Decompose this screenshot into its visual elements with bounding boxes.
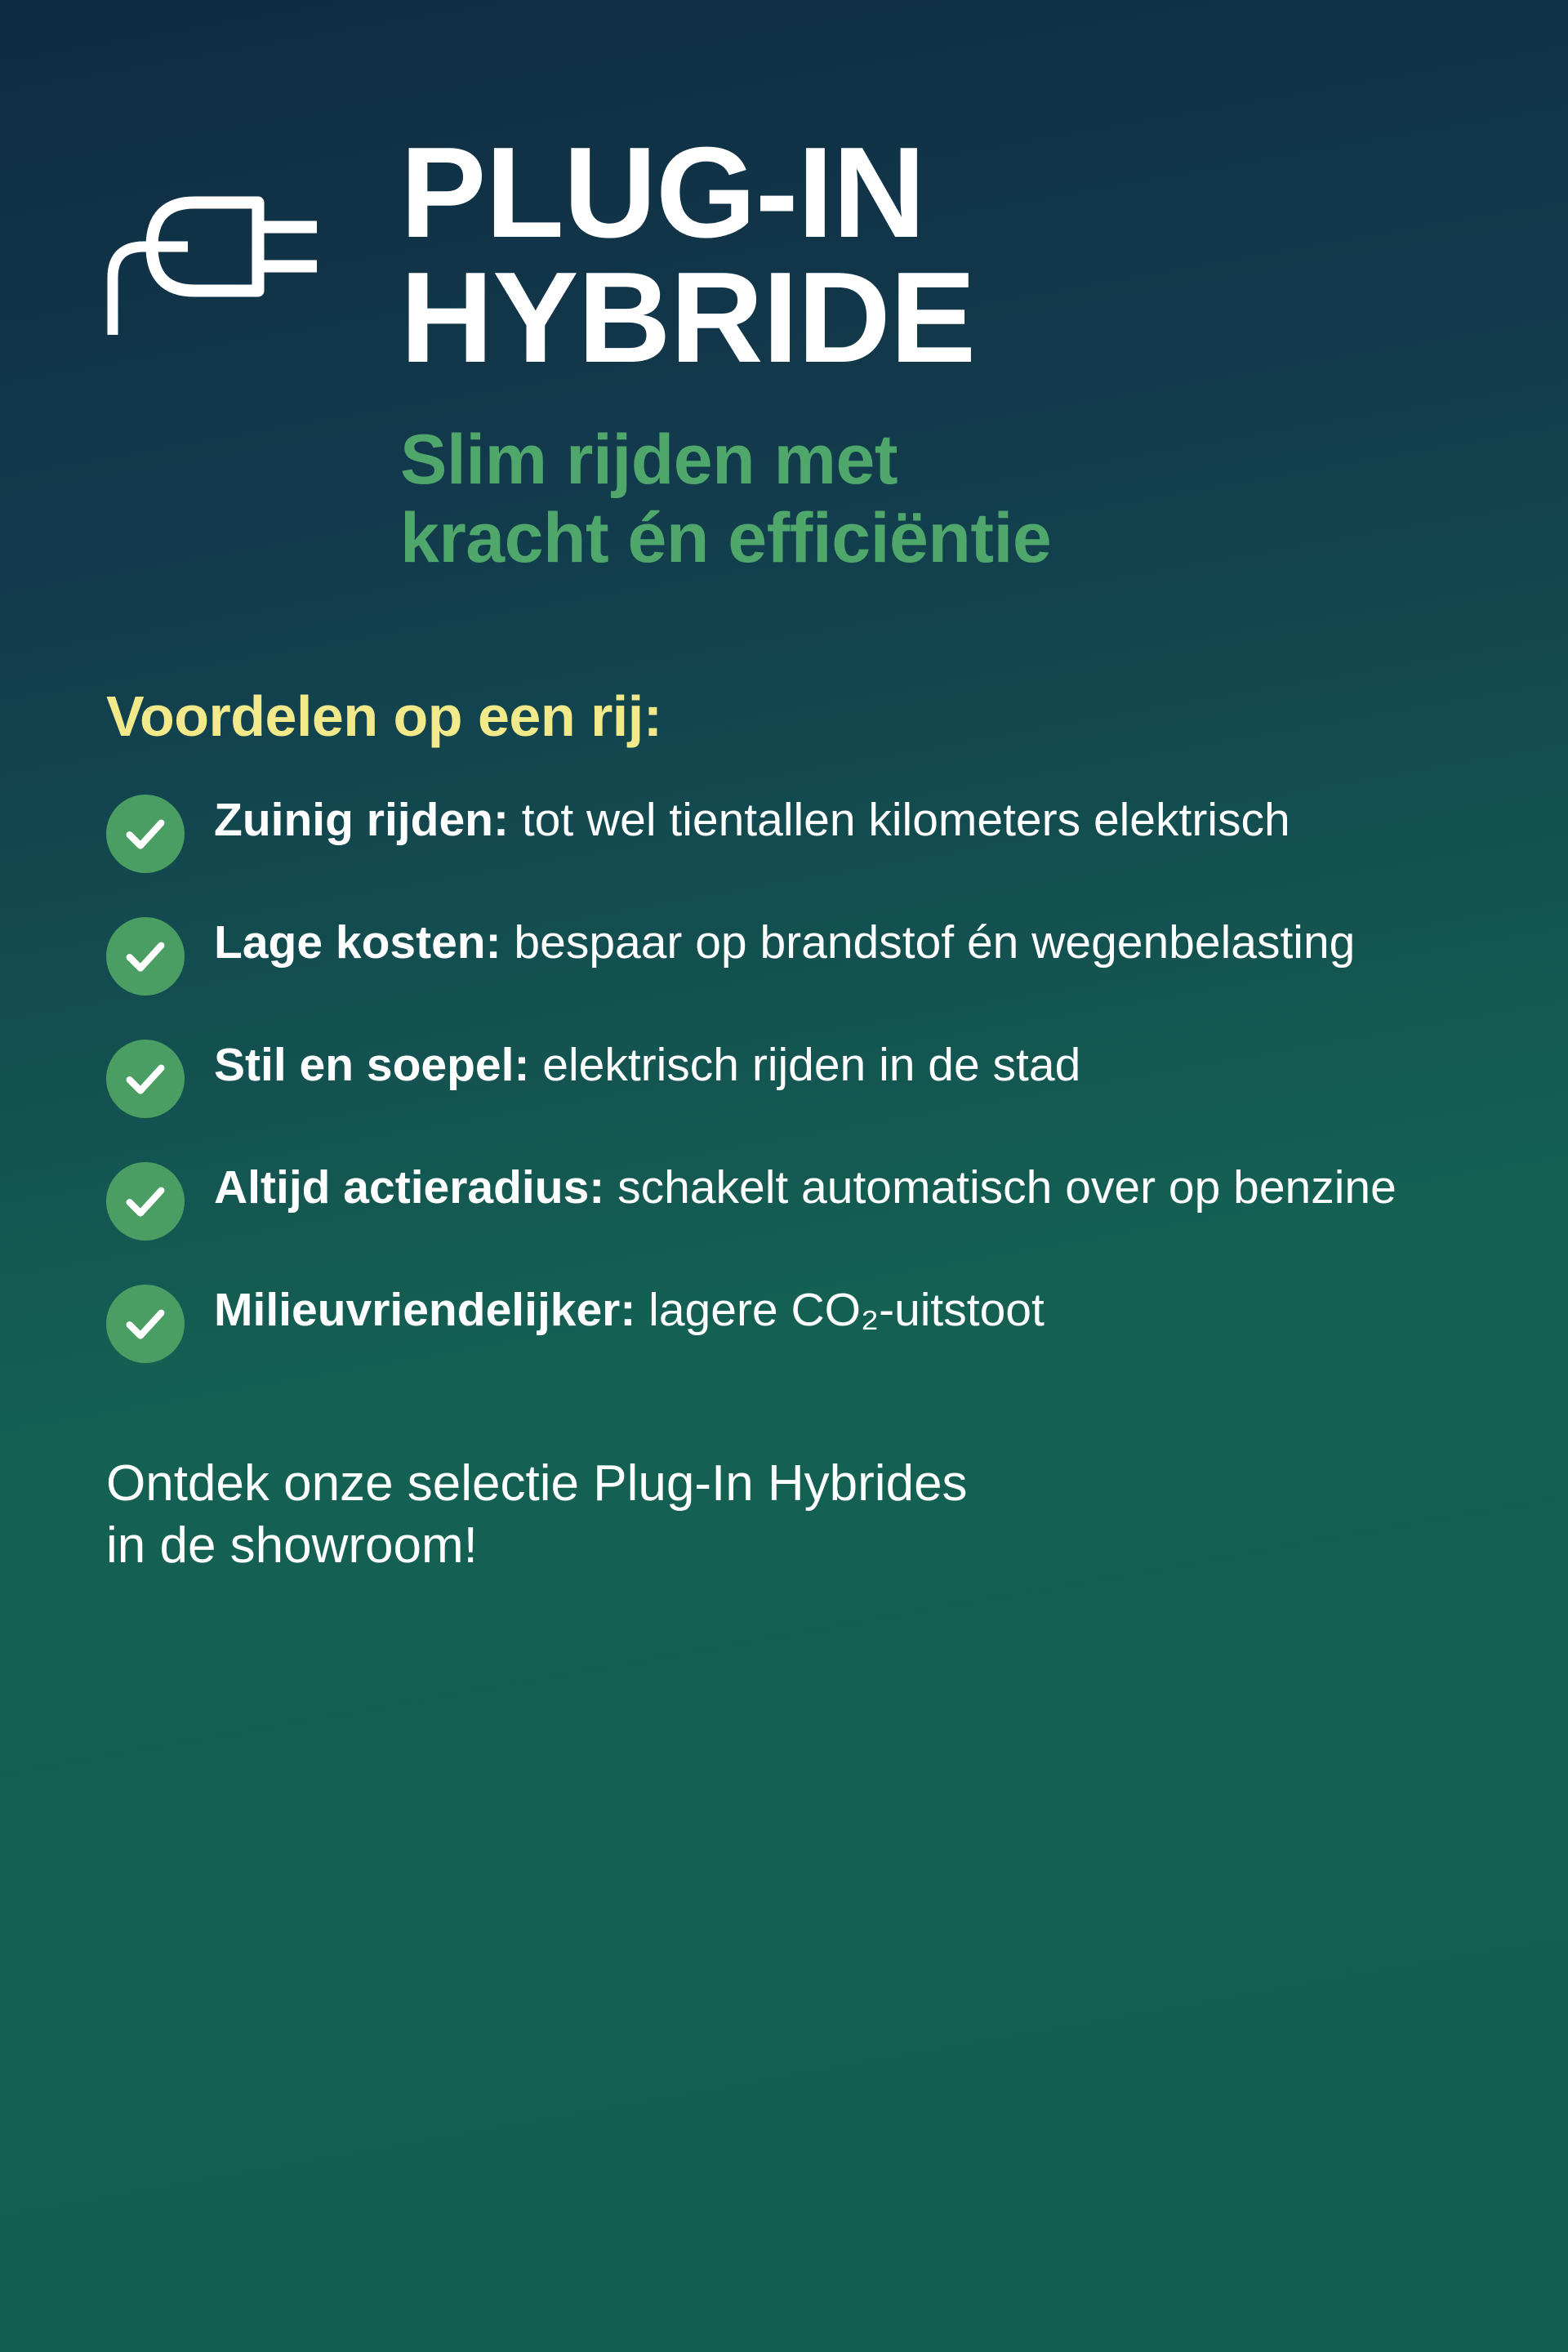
benefit-text	[214, 912, 1355, 970]
benefit-text	[214, 1035, 1080, 1093]
benefit-lead: Zuinig rijden:	[214, 794, 509, 847]
page-title	[400, 121, 1470, 390]
poster-header	[98, 122, 1470, 577]
benefit-lead: Stil en soepel:	[214, 1039, 530, 1092]
benefit-lead: Lage kosten:	[214, 916, 501, 969]
check-icon	[106, 917, 185, 996]
check-icon	[106, 1285, 185, 1363]
list-item	[106, 1157, 1470, 1241]
subtitle-line-2: kracht én efficiëntie	[400, 498, 1052, 577]
benefit-text	[214, 790, 1290, 848]
benefit-rest: bespaar op brandstof én wegenbelasting	[501, 916, 1356, 969]
list-item	[106, 1280, 1470, 1363]
check-icon	[106, 1162, 185, 1241]
benefit-text	[214, 1157, 1396, 1215]
benefit-lead: Milieuvriendelijker:	[214, 1284, 636, 1337]
footer-line-2: in de showroom!	[106, 1517, 478, 1574]
benefits-list	[106, 790, 1470, 1363]
benefit-rest: schakelt automatisch over op benzine	[604, 1161, 1396, 1214]
benefit-rest: lagere CO₂-uitstoot	[635, 1284, 1045, 1337]
check-icon	[106, 1040, 185, 1118]
benefit-text	[214, 1280, 1045, 1338]
plug-icon	[98, 122, 368, 343]
benefit-rest: elektrisch rijden in de stad	[529, 1039, 1081, 1092]
footer-call-to-action	[106, 1453, 1470, 1576]
benefit-rest: tot wel tientallen kilometers elektrisch	[508, 794, 1290, 847]
list-item	[106, 790, 1470, 873]
title-line-1: PLUG-IN	[400, 121, 925, 265]
list-item	[106, 912, 1470, 996]
benefits-heading: Voordelen op een rij:	[106, 684, 662, 749]
benefit-lead: Altijd actieradius:	[214, 1161, 605, 1214]
subtitle-line-1: Slim rijden met	[400, 420, 898, 499]
title-block	[400, 122, 1470, 577]
list-item	[106, 1035, 1470, 1118]
footer-line-1: Ontdek onze selectie Plug-In Hybrides	[106, 1455, 968, 1512]
page-subtitle	[400, 421, 1470, 578]
check-icon	[106, 795, 185, 873]
title-line-2: HYBRIDE	[400, 246, 976, 390]
